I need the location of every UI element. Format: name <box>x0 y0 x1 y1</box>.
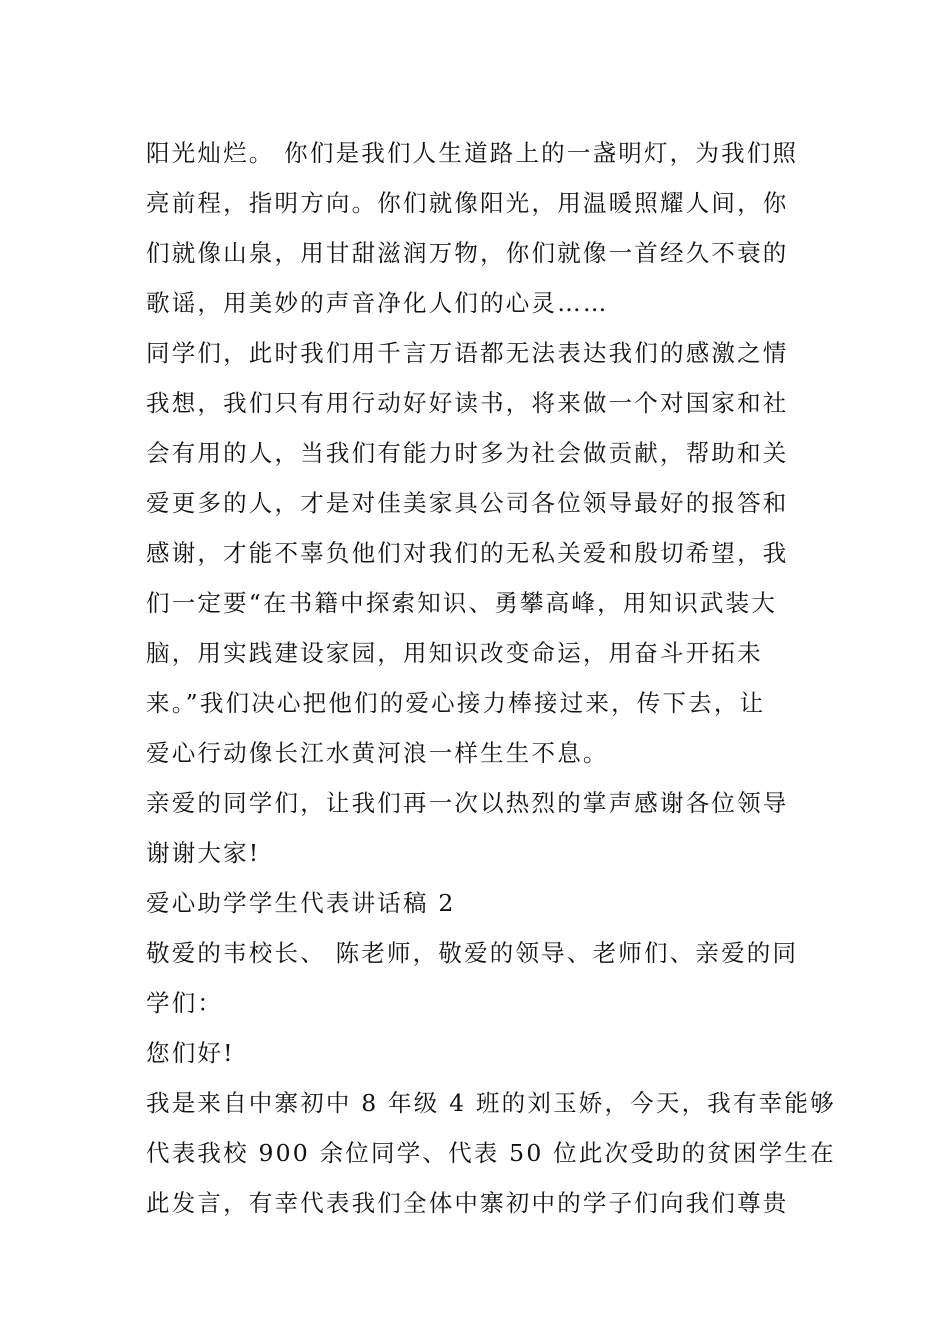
text-line: 此发言，有幸代表我们全体中寨初中的学子们向我们尊贵 <box>146 1189 789 1217</box>
text-line: 同学们，此时我们用千言万语都无法表达我们的感激之情 <box>146 339 789 367</box>
text-line: 脑，用实践建设家园，用知识改变命运，用奋斗开拓未 <box>146 639 763 667</box>
text-line: 亲爱的同学们，让我们再一次以热烈的掌声感谢各位领导 <box>146 789 789 817</box>
text-line: 您们好! <box>146 1039 235 1067</box>
text-line: 感谢，才能不辜负他们对我们的无私关爱和殷切希望，我 <box>146 539 789 567</box>
document-body <box>146 128 836 1228</box>
text-line: 我是来自中寨初中 8 年级 4 班的刘玉娇，今天，我有幸能够 <box>146 1089 836 1117</box>
section-heading: 爱心助学学生代表讲话稿 2 <box>146 889 456 917</box>
text-line: 亮前程，指明方向。你们就像阳光，用温暖照耀人间，你 <box>146 189 789 217</box>
text-line: 代表我校 900 余位同学、代表 50 位此次受助的贫困学生在 <box>146 1139 836 1167</box>
text-line: 会有用的人，当我们有能力时多为社会做贡献，帮助和关 <box>146 439 789 467</box>
text-line: 爱更多的人，才是对佳美家具公司各位领导最好的报答和 <box>146 489 789 517</box>
text-line: 敬爱的韦校长、 陈老师，敬爱的领导、老师们、亲爱的同 <box>146 939 799 967</box>
text-line: 们就像山泉，用甘甜滋润万物，你们就像一首经久不衰的 <box>146 239 789 267</box>
text-line: 谢谢大家! <box>146 839 261 867</box>
text-line: 我想，我们只有用行动好好读书，将来做一个对国家和社 <box>146 389 789 417</box>
text-line: 歌谣，用美妙的声音净化人们的心灵…… <box>146 289 609 317</box>
text-line: 来。”我们决心把他们的爱心接力棒接过来，传下去，让 <box>146 689 766 717</box>
text-line: 学们： <box>146 989 224 1017</box>
text-line: 阳光灿烂。 你们是我们人生道路上的一盏明灯，为我们照 <box>146 139 799 167</box>
text-line: 们一定要“在书籍中探索知识、勇攀高峰，用知识武装大 <box>146 589 778 617</box>
text-line: 爱心行动像长江水黄河浪一样生生不息。 <box>146 739 609 767</box>
